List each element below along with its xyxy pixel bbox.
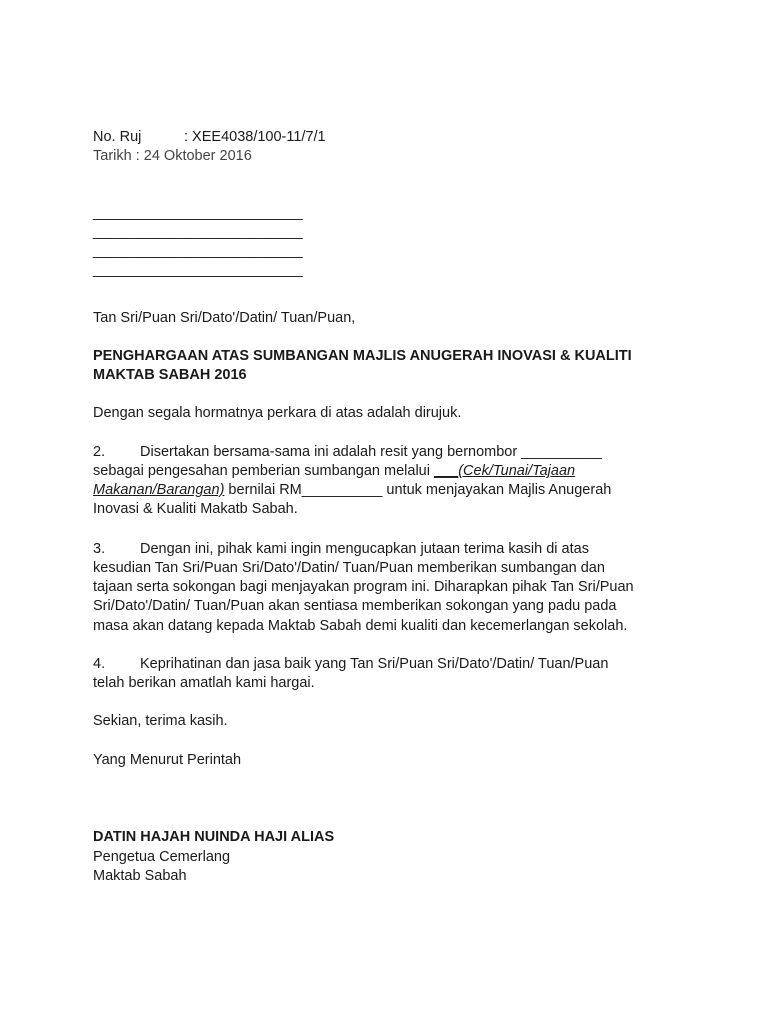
subject-line-2: MAKTAB SABAH 2016	[93, 367, 247, 383]
paragraph-4-line-2: telah berikan amatlah kami hargai.	[93, 675, 315, 691]
reference-line	[93, 128, 326, 147]
reference-label: No. Ruj	[93, 129, 142, 145]
signatory-organisation: Maktab Sabah	[93, 868, 187, 884]
address-line-1: __________________________	[93, 205, 303, 221]
paragraph-4-line-1: 4. Keprihatinan dan jasa baik yang Tan Sri/Puan Sri/Dato'/Datin/ Tuan/Puan	[93, 656, 609, 672]
paragraph-4-number: 4.	[93, 656, 106, 672]
paragraph-3-line-3: tajaan serta sokongan bagi menjayakan program ini. Diharapkan pihak Tan Sri/Puan	[93, 579, 634, 595]
paragraph-3-line-2: kesudian Tan Sri/Puan Sri/Dato'/Datin/ Tuan/Puan memberikan sumbangan dan	[93, 560, 605, 576]
address-line-2: __________________________	[93, 224, 303, 240]
paragraph-2-line-1: 2. Disertakan bersama-sama ini adalah resit yang bernombor __________	[93, 444, 602, 460]
paragraph-3-line-4: Sri/Dato'/Datin/ Tuan/Puan akan sentiasa memberikan sokongan yang padu pada	[93, 598, 617, 614]
address-line-3: __________________________	[93, 243, 303, 259]
paragraph-3-line-5: masa akan datang kepada Maktab Sabah demi kualiti dan kecemerlangan sekolah.	[93, 618, 628, 634]
salutation: Tan Sri/Puan Sri/Dato'/Datin/ Tuan/Puan,	[93, 310, 356, 326]
date-line: Tarikh : 24 Oktober 2016	[93, 148, 252, 164]
paragraph-2-number: 2.	[93, 444, 106, 460]
reference-value: : XEE4038/100-11/7/1	[184, 129, 326, 145]
subject-line-1: PENGHARGAAN ATAS SUMBANGAN MAJLIS ANUGERAH INOVASI & KUALITI	[93, 348, 632, 364]
order-line: Yang Menurut Perintah	[93, 752, 242, 768]
signatory-title: Pengetua Cemerlang	[93, 849, 231, 865]
paragraph-2-line-4: Inovasi & Kualiti Makatb Sabah.	[93, 501, 298, 517]
address-line-4: __________________________	[93, 262, 303, 278]
paragraph-2-line-3: Makanan/Barangan) bernilai RM__________ untuk menjayakan Majlis Anugerah	[93, 482, 612, 498]
paragraph-3-number: 3.	[93, 541, 106, 557]
payment-method-options: (Cek/Tunai/Tajaan	[458, 463, 576, 479]
closing: Sekian, terima kasih.	[93, 713, 228, 729]
paragraph-2-line-2: sebagai pengesahan pemberian sumbangan melalui ___(Cek/Tunai/Tajaan	[93, 463, 576, 479]
paragraph-1: Dengan segala hormatnya perkara di atas adalah dirujuk.	[93, 405, 462, 421]
signatory-name: DATIN HAJAH NUINDA HAJI ALIAS	[93, 829, 335, 845]
paragraph-3-line-1: 3. Dengan ini, pihak kami ingin mengucapkan jutaan terima kasih di atas	[93, 541, 589, 557]
